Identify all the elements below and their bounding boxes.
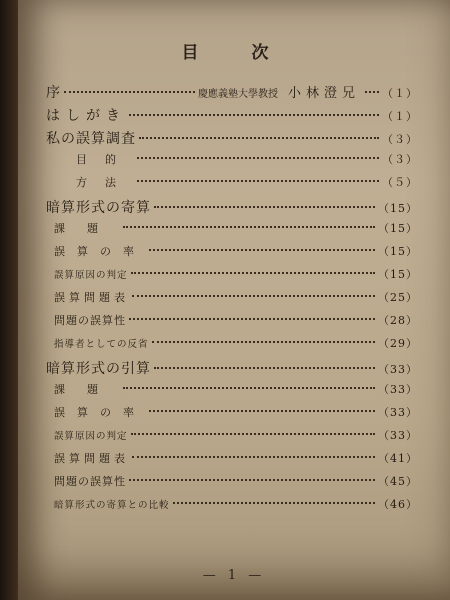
dot-leader <box>131 272 375 274</box>
toc-entry <box>46 404 418 427</box>
table-of-contents <box>46 82 418 519</box>
toc-entry-title: 誤算原因の判定 <box>54 270 128 281</box>
toc-entry-page: （15） <box>378 245 418 258</box>
toc-entry-title: 目的 <box>76 153 134 166</box>
toc-entry-page: （33） <box>378 363 418 376</box>
toc-entry-title: 課題 <box>54 222 120 235</box>
dot-leader <box>123 387 375 389</box>
toc-entry-page: （33） <box>378 383 418 396</box>
dot-leader <box>131 433 375 435</box>
toc-entry-author-name: 小林澄兄 <box>287 86 360 101</box>
toc-entry-page: （１） <box>382 110 418 123</box>
toc-entry-title: 誤算問題表 <box>54 291 129 304</box>
toc-entry-page: （15） <box>378 268 418 281</box>
toc-entry <box>46 312 418 335</box>
dot-leader <box>149 249 375 251</box>
toc-entry <box>46 243 418 266</box>
dot-leader <box>123 226 375 228</box>
toc-entry <box>46 358 418 381</box>
toc-entry-page: （46） <box>378 498 418 511</box>
toc-entry-title: 暗算形式の寄算 <box>46 200 151 216</box>
toc-entry <box>46 105 418 128</box>
toc-entry-title: 暗算形式の寄算との比較 <box>54 500 170 511</box>
toc-entry-title: 誤算の率 <box>54 406 146 419</box>
dot-leader <box>129 318 375 320</box>
toc-entry <box>46 174 418 197</box>
toc-entry <box>46 128 418 151</box>
dot-leader <box>137 157 379 159</box>
toc-entry <box>46 335 418 358</box>
toc-entry-title: 誤算の率 <box>54 245 146 258</box>
book-page <box>18 0 450 600</box>
dot-leader <box>365 91 379 93</box>
dot-leader <box>132 295 375 297</box>
toc-entry-page: （５） <box>382 176 418 189</box>
dot-leader <box>137 180 379 182</box>
toc-entry-title: 序 <box>46 85 61 101</box>
toc-entry <box>46 473 418 496</box>
dot-leader <box>132 456 375 458</box>
toc-entry-title: 誤算問題表 <box>54 452 129 465</box>
toc-entry-page: （33） <box>378 429 418 442</box>
toc-entry <box>46 266 418 289</box>
toc-entry-title: 暗算形式の引算 <box>46 361 151 377</box>
dot-leader <box>139 137 379 139</box>
toc-entry <box>46 289 418 312</box>
dot-leader <box>154 367 375 369</box>
toc-entry-page: （３） <box>382 153 418 166</box>
dot-leader <box>154 206 375 208</box>
toc-entry <box>46 496 418 519</box>
page-heading: 目 次 <box>181 43 287 63</box>
dot-leader <box>129 114 379 116</box>
toc-entry-title: 方法 <box>76 176 134 189</box>
toc-entry-page: （15） <box>378 222 418 235</box>
toc-entry-title: 誤算原因の判定 <box>54 431 128 442</box>
dot-leader <box>129 479 375 481</box>
toc-entry-title: 指導者としての反省 <box>54 339 149 350</box>
toc-entry-author-affiliation: 慶應義塾大學教授 <box>197 89 278 100</box>
toc-entry-page: （25） <box>378 291 418 304</box>
toc-entry-title: はしがき <box>46 108 126 124</box>
toc-entry-page: （41） <box>378 452 418 465</box>
toc-entry-page: （33） <box>378 406 418 419</box>
toc-entry-title: 私の誤算調査 <box>46 131 136 147</box>
dot-leader <box>152 341 375 343</box>
toc-entry <box>46 151 418 174</box>
toc-entry <box>46 450 418 473</box>
toc-entry <box>46 381 418 404</box>
toc-entry-page: （３） <box>382 133 418 146</box>
toc-entry-page: （15） <box>378 202 418 215</box>
toc-entry-title: 課題 <box>54 383 120 396</box>
dot-leader <box>149 410 375 412</box>
page-number-footer: — 1 — <box>202 568 266 583</box>
dot-leader <box>173 502 375 504</box>
toc-entry-preface <box>46 82 418 105</box>
toc-entry-title: 問題の誤算性 <box>54 475 126 488</box>
toc-entry <box>46 220 418 243</box>
dot-leader <box>64 91 195 93</box>
toc-entry-title: 問題の誤算性 <box>54 314 126 327</box>
toc-entry <box>46 197 418 220</box>
toc-entry-page: （１） <box>382 87 418 100</box>
toc-entry-page: （45） <box>378 475 418 488</box>
toc-entry-page: （28） <box>378 314 418 327</box>
toc-entry-page: （29） <box>378 337 418 350</box>
toc-entry <box>46 427 418 450</box>
